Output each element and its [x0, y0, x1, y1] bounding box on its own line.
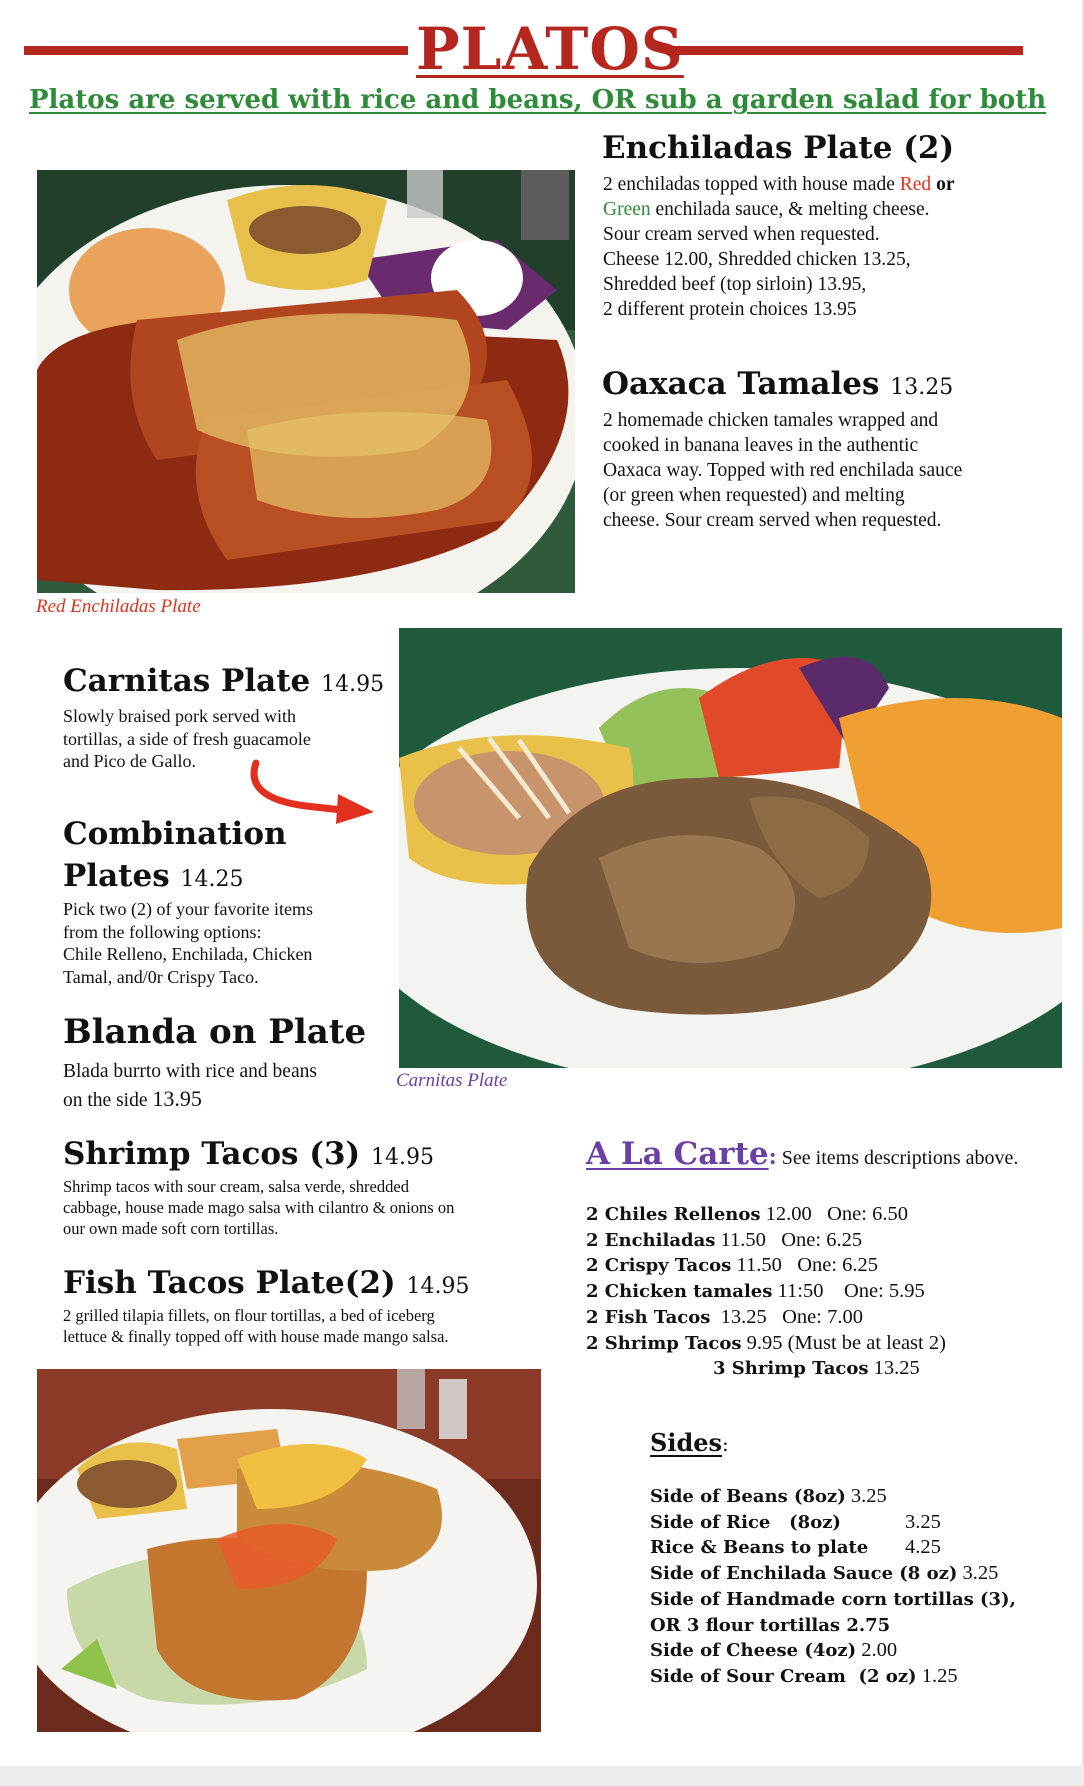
sides-item-name: Side of Beans (8oz) [650, 1486, 846, 1507]
enchiladas-line3: Sour cream served when requested. [603, 224, 880, 245]
carnitas-title: Carnitas Plate [63, 663, 311, 699]
shrimp-line: our own made soft corn tortillas. [63, 1219, 279, 1238]
shrimp-description [63, 1176, 543, 1239]
alacarte-item-name: 3 Shrimp Tacos [713, 1358, 869, 1380]
alacarte-item [586, 1253, 946, 1279]
fish-price: 14.95 [406, 1274, 470, 1299]
blanda-title: Blanda on Plate [63, 1012, 367, 1052]
tamales-line: (or green when requested) and melting [603, 485, 905, 506]
sides-heading [650, 1428, 729, 1457]
sides-item-price: 3.25 [905, 1510, 941, 1533]
fish-title: Fish Tacos Plate(2) [63, 1265, 396, 1301]
tamales-title: Oaxaca Tamales [602, 366, 880, 402]
carnitas-photo [399, 628, 1062, 1068]
fish-tacos-photo [37, 1369, 541, 1732]
sides-item-name: OR 3 flour tortillas [650, 1614, 841, 1636]
sides-item-price: 3.25 [957, 1562, 999, 1585]
alacarte-item-name: 2 Fish Tacos [586, 1306, 711, 1328]
sides-title: Sides [650, 1428, 723, 1457]
tamales-heading [602, 366, 953, 403]
tamales-price: 13.25 [890, 375, 954, 400]
alacarte-item-price: 11.50 One: 6.25 [731, 1254, 879, 1277]
sides-item [650, 1613, 1016, 1639]
title-rule-left [24, 46, 408, 55]
alacarte-title: A La Carte [586, 1136, 769, 1172]
sides-item [650, 1664, 1016, 1690]
combination-description [63, 898, 383, 988]
alacarte-item-price: 11:50 One: 5.95 [772, 1280, 925, 1303]
alacarte-item [586, 1279, 946, 1305]
enchiladas-line1: 2 enchiladas topped with house made [603, 174, 900, 195]
red-sauce-word: Red [899, 174, 932, 195]
shrimp-title: Shrimp Tacos (3) [63, 1136, 361, 1172]
enchiladas-line5: Shredded beef (top sirloin) 13.95, [603, 274, 867, 295]
alacarte-note: See items descriptions above. [776, 1147, 1019, 1169]
sides-item [650, 1587, 1016, 1613]
sides-item-name: Side of Sour Cream (2 oz) [650, 1665, 917, 1687]
fish-heading [63, 1265, 469, 1302]
shrimp-heading [63, 1136, 434, 1173]
blanda-line2: on the side [63, 1090, 148, 1111]
sides-item-price: 2.75 [840, 1614, 891, 1636]
enchiladas-photo [37, 170, 575, 593]
sides-item [650, 1561, 1016, 1587]
tamales-line: cooked in banana leaves in the authentic [603, 435, 919, 456]
fish-line: 2 grilled tilapia fillets, on flour tortillas, a bed of iceberg [63, 1306, 435, 1325]
sides-item [650, 1638, 1016, 1664]
alacarte-item-name: 2 Chicken tamales [586, 1281, 773, 1303]
sides-item [650, 1510, 1016, 1536]
alacarte-item [586, 1228, 946, 1254]
alacarte-item [586, 1305, 946, 1331]
combination-line: Pick two (2) of your favorite items [63, 899, 313, 919]
combination-title-line2: Plates [63, 858, 170, 894]
sides-item-name: Side of Enchilada Sauce (8 oz) [650, 1563, 958, 1585]
tamales-description [603, 408, 1053, 533]
blanda-price: 13.95 [152, 1086, 202, 1111]
sides-list [650, 1484, 1016, 1690]
sides-item-price: 1.25 [916, 1664, 958, 1687]
tamales-line: Oaxaca way. Topped with red enchilada sauce [603, 460, 963, 481]
alacarte-item [586, 1356, 946, 1382]
enchiladas-line2: enchilada sauce, & melting cheese. [650, 199, 930, 220]
green-sauce-word: Green [603, 199, 651, 220]
combination-heading [63, 813, 287, 901]
alacarte-item-name: 2 Chiles Rellenos [586, 1204, 761, 1225]
sides-item-name: Side of Handmade corn tortillas (3), [650, 1588, 1016, 1610]
sides-item [650, 1484, 1016, 1510]
enchiladas-line4: Cheese 12.00, Shredded chicken 13.25, [603, 249, 911, 270]
blanda-line1: Blada burrto with rice and beans [63, 1061, 317, 1082]
sides-item-name: Side of Rice (8oz) [650, 1511, 841, 1533]
combination-line: Chile Relleno, Enchilada, Chicken [63, 944, 313, 964]
alacarte-item-price: 11.50 One: 6.25 [715, 1228, 863, 1251]
sides-colon: : [722, 1432, 729, 1456]
carnitas-heading [63, 663, 384, 700]
alacarte-item-price: 13.25 One: 7.00 [710, 1305, 863, 1328]
fish-description [63, 1305, 553, 1347]
shrimp-line: Shrimp tacos with sour cream, salsa verde, shredded [63, 1177, 409, 1196]
tamales-line: cheese. Sour cream served when requested. [603, 510, 942, 531]
enchiladas-line6: 2 different protein choices 13.95 [603, 299, 857, 320]
blanda-description [63, 1058, 393, 1114]
carnitas-photo-caption: Carnitas Plate [396, 1070, 508, 1091]
or-word: or [931, 174, 955, 195]
alacarte-colon: : [768, 1144, 777, 1170]
alacarte-heading [586, 1136, 1018, 1172]
alacarte-item-price: 13.25 [868, 1357, 920, 1380]
shrimp-price: 14.95 [371, 1145, 434, 1170]
combination-price: 14.25 [180, 867, 244, 892]
combination-title-line1: Combination [63, 816, 287, 852]
enchiladas-photo-caption: Red Enchiladas Plate [36, 596, 201, 617]
alacarte-item-name: 2 Crispy Tacos [586, 1255, 732, 1277]
carnitas-line: and Pico de Gallo. [63, 751, 196, 771]
alacarte-item [586, 1331, 946, 1357]
carnitas-price: 14.95 [321, 672, 385, 697]
sides-item-name: Side of Cheese (4oz) [650, 1640, 857, 1662]
enchiladas-description [603, 172, 1043, 322]
alacarte-item-name: 2 Shrimp Tacos [586, 1332, 742, 1354]
carnitas-line: Slowly braised pork served with [63, 706, 296, 726]
shrimp-line: cabbage, house made mago salsa with cilantro & onions on [63, 1198, 455, 1217]
sides-item-name: Rice & Beans to plate [650, 1537, 869, 1559]
sides-item [650, 1535, 1016, 1561]
sides-item-price: 2.00 [856, 1639, 898, 1662]
sides-item-price: 3.25 [845, 1485, 887, 1507]
alacarte-list [586, 1202, 946, 1382]
page-bottom-margin [0, 1766, 1084, 1786]
page-subtitle: Platos are served with rice and beans, OR sub a garden salad for both [29, 85, 1047, 115]
page-title: PLATOS [416, 15, 684, 83]
alacarte-item-price: 12.00 One: 6.50 [760, 1203, 908, 1225]
fish-line: lettuce & finally topped off with house made mango salsa. [63, 1327, 449, 1346]
combination-line: from the following options: [63, 921, 262, 942]
tamales-line: 2 homemade chicken tamales wrapped and [603, 410, 939, 431]
alacarte-item [586, 1202, 946, 1228]
alacarte-item-price: 9.95 (Must be at least 2) [741, 1331, 946, 1354]
combination-line: Tamal, and/0r Crispy Taco. [63, 966, 259, 987]
carnitas-line: tortillas, a side of fresh guacamole [63, 728, 311, 749]
alacarte-item-name: 2 Enchiladas [586, 1229, 716, 1251]
enchiladas-title: Enchiladas Plate (2) [602, 130, 955, 166]
sides-item-price: 4.25 [905, 1536, 941, 1559]
title-rule-right [673, 46, 1023, 55]
